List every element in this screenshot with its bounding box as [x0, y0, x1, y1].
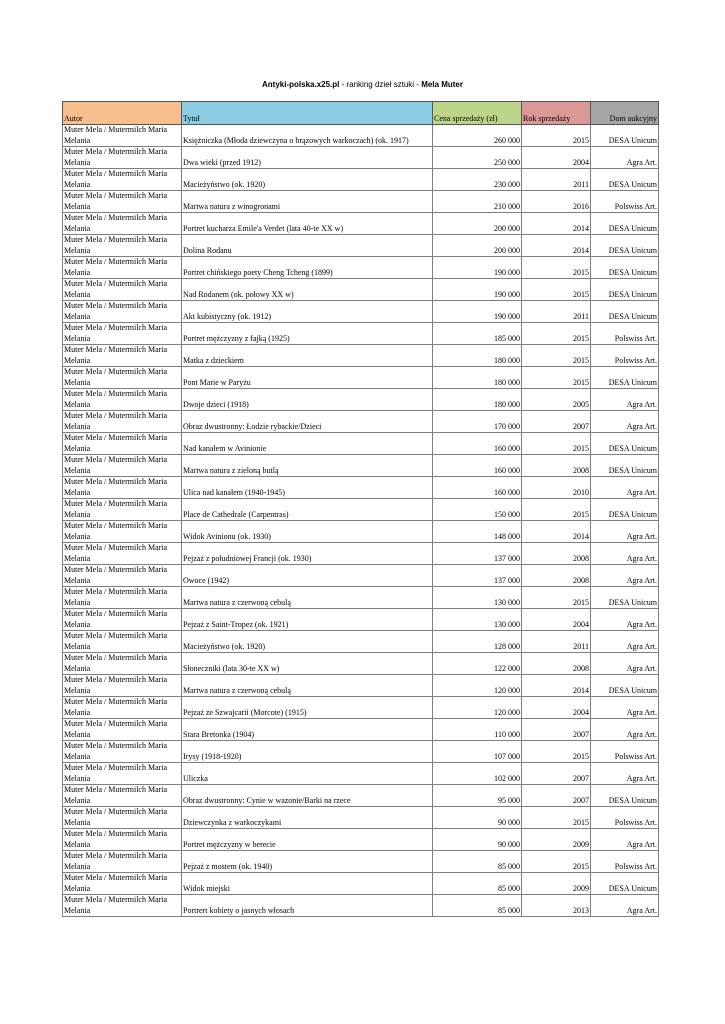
title-cell: Pejzaż z południowej Francji (ok. 1930): [182, 543, 433, 565]
table-row: [63, 851, 659, 873]
auction-house-cell: DESA Unicum: [591, 213, 659, 235]
author-cell: Muter Mela / Mutermilch Maria Melania: [63, 169, 182, 191]
author-cell: Muter Mela / Mutermilch Maria Melania: [63, 257, 182, 279]
header-year: Rok sprzedaży: [522, 102, 591, 125]
author-cell: Muter Mela / Mutermilch Maria Melania: [63, 477, 182, 499]
year-cell: 2014: [522, 235, 591, 257]
title-cell: Portrert kobiety o jasnych włosach: [182, 895, 433, 917]
price-cell: 95 000: [433, 785, 522, 807]
year-cell: 2014: [522, 213, 591, 235]
title-cell: Portret mężczyzny w berecie: [182, 829, 433, 851]
page-title: [0, 80, 725, 89]
year-cell: 2015: [522, 345, 591, 367]
year-cell: 2004: [522, 609, 591, 631]
author-cell: Muter Mela / Mutermilch Maria Melania: [63, 191, 182, 213]
auction-house-cell: Agra Art.: [591, 389, 659, 411]
author-cell: Muter Mela / Mutermilch Maria Melania: [63, 785, 182, 807]
year-cell: 2011: [522, 169, 591, 191]
author-cell: Muter Mela / Mutermilch Maria Melania: [63, 301, 182, 323]
price-cell: 137 000: [433, 565, 522, 587]
table-row: [63, 411, 659, 433]
author-cell: Muter Mela / Mutermilch Maria Melania: [63, 741, 182, 763]
title-cell: Portret mężczyzny z fajką (1925): [182, 323, 433, 345]
author-cell: Muter Mela / Mutermilch Maria Melania: [63, 455, 182, 477]
table-row: [63, 565, 659, 587]
author-cell: Muter Mela / Mutermilch Maria Melania: [63, 895, 182, 917]
price-cell: 200 000: [433, 235, 522, 257]
title-cell: Matka z dzieckiem: [182, 345, 433, 367]
table-row: [63, 675, 659, 697]
auction-house-cell: DESA Unicum: [591, 367, 659, 389]
title-cell: Pejzaż z mostem (ok. 1940): [182, 851, 433, 873]
auction-house-cell: Agra Art.: [591, 147, 659, 169]
year-cell: 2010: [522, 477, 591, 499]
author-cell: Muter Mela / Mutermilch Maria Melania: [63, 675, 182, 697]
table-row: [63, 543, 659, 565]
auction-house-cell: Agra Art.: [591, 543, 659, 565]
year-cell: 2008: [522, 543, 591, 565]
table-row: [63, 609, 659, 631]
table-row: [63, 719, 659, 741]
title-cell: Obraz dwustronny: Łodzie rybackie/Dzieci: [182, 411, 433, 433]
table-row: [63, 587, 659, 609]
price-cell: 230 000: [433, 169, 522, 191]
author-cell: Muter Mela / Mutermilch Maria Melania: [63, 631, 182, 653]
year-cell: 2007: [522, 763, 591, 785]
title-cell: Irysy (1918-1920): [182, 741, 433, 763]
auction-house-cell: DESA Unicum: [591, 235, 659, 257]
table-row: [63, 653, 659, 675]
auction-house-cell: Agra Art.: [591, 411, 659, 433]
title-cell: Obraz dwustronny: Cynie w wazonie/Barki na rzece: [182, 785, 433, 807]
table-row: [63, 345, 659, 367]
table-row: [63, 147, 659, 169]
title-cell: Martwa natura z winogronami: [182, 191, 433, 213]
author-cell: Muter Mela / Mutermilch Maria Melania: [63, 763, 182, 785]
price-cell: 102 000: [433, 763, 522, 785]
title-artist: Mela Muter: [421, 80, 463, 89]
table-row: [63, 367, 659, 389]
title-cell: Ulica nad kanałem (1940-1945): [182, 477, 433, 499]
title-cell: Dwoje dzieci (1918): [182, 389, 433, 411]
table-row: [63, 125, 659, 147]
title-cell: Nad kanałem w Avinionie: [182, 433, 433, 455]
table-row: [63, 389, 659, 411]
price-cell: 200 000: [433, 213, 522, 235]
table-row: [63, 521, 659, 543]
author-cell: Muter Mela / Mutermilch Maria Melania: [63, 213, 182, 235]
price-cell: 180 000: [433, 389, 522, 411]
year-cell: 2015: [522, 279, 591, 301]
table-row: [63, 499, 659, 521]
price-cell: 148 000: [433, 521, 522, 543]
author-cell: Muter Mela / Mutermilch Maria Melania: [63, 411, 182, 433]
auction-house-cell: DESA Unicum: [591, 301, 659, 323]
title-cell: Martwa natura z czerwoną cebulą: [182, 587, 433, 609]
table-row: [63, 697, 659, 719]
title-cell: Pont Marie w Paryżu: [182, 367, 433, 389]
author-cell: Muter Mela / Mutermilch Maria Melania: [63, 521, 182, 543]
price-cell: 185 000: [433, 323, 522, 345]
author-cell: Muter Mela / Mutermilch Maria Melania: [63, 323, 182, 345]
year-cell: 2016: [522, 191, 591, 213]
header-price: Cena sprzedaży (zł): [433, 102, 522, 125]
title-cell: Portret chińskiego poety Cheng Tcheng (1899): [182, 257, 433, 279]
auction-house-cell: DESA Unicum: [591, 873, 659, 895]
auction-house-cell: DESA Unicum: [591, 587, 659, 609]
price-cell: 130 000: [433, 587, 522, 609]
author-cell: Muter Mela / Mutermilch Maria Melania: [63, 807, 182, 829]
auction-house-cell: Polswiss Art.: [591, 851, 659, 873]
title-cell: Portret kucharza Emile'a Verdet (lata 40-te XX w): [182, 213, 433, 235]
title-cell: Księżniczka (Młoda dziewczyna o brązowych warkoczach) (ok. 1917): [182, 125, 433, 147]
price-cell: 190 000: [433, 301, 522, 323]
year-cell: 2015: [522, 587, 591, 609]
price-cell: 190 000: [433, 279, 522, 301]
price-cell: 160 000: [433, 433, 522, 455]
auction-house-cell: DESA Unicum: [591, 279, 659, 301]
table-row: [63, 477, 659, 499]
auction-house-cell: Polswiss Art.: [591, 323, 659, 345]
year-cell: 2014: [522, 675, 591, 697]
year-cell: 2007: [522, 719, 591, 741]
title-cell: Dziewczynka z warkoczykami: [182, 807, 433, 829]
price-cell: 130 000: [433, 609, 522, 631]
title-cell: Nad Rodanem (ok. połowy XX w): [182, 279, 433, 301]
auction-house-cell: Polswiss Art.: [591, 807, 659, 829]
year-cell: 2015: [522, 741, 591, 763]
price-cell: 120 000: [433, 697, 522, 719]
price-cell: 85 000: [433, 895, 522, 917]
table-body: [63, 125, 659, 917]
author-cell: Muter Mela / Mutermilch Maria Melania: [63, 499, 182, 521]
price-cell: 90 000: [433, 807, 522, 829]
author-cell: Muter Mela / Mutermilch Maria Melania: [63, 279, 182, 301]
author-cell: Muter Mela / Mutermilch Maria Melania: [63, 345, 182, 367]
price-cell: 85 000: [433, 851, 522, 873]
title-cell: Dwa wieki (przed 1912): [182, 147, 433, 169]
author-cell: Muter Mela / Mutermilch Maria Melania: [63, 719, 182, 741]
author-cell: Muter Mela / Mutermilch Maria Melania: [63, 697, 182, 719]
price-cell: 250 000: [433, 147, 522, 169]
table-row: [63, 455, 659, 477]
author-cell: Muter Mela / Mutermilch Maria Melania: [63, 367, 182, 389]
author-cell: Muter Mela / Mutermilch Maria Melania: [63, 873, 182, 895]
title-cell: Pejzaż ze Szwajcarii (Morcote) (1915): [182, 697, 433, 719]
table-row: [63, 631, 659, 653]
title-cell: Macieżyństwo (ok. 1920): [182, 631, 433, 653]
table-row: [63, 257, 659, 279]
year-cell: 2008: [522, 455, 591, 477]
table-row: [63, 807, 659, 829]
year-cell: 2011: [522, 301, 591, 323]
auction-house-cell: DESA Unicum: [591, 455, 659, 477]
header-title: Tytuł: [182, 102, 433, 125]
auction-house-cell: Agra Art.: [591, 763, 659, 785]
year-cell: 2008: [522, 565, 591, 587]
auction-house-cell: DESA Unicum: [591, 675, 659, 697]
table-row: [63, 873, 659, 895]
author-cell: Muter Mela / Mutermilch Maria Melania: [63, 851, 182, 873]
auction-house-cell: Polswiss Art.: [591, 741, 659, 763]
year-cell: 2015: [522, 323, 591, 345]
title-cell: Macieżyństwo (ok. 1920): [182, 169, 433, 191]
table-row: [63, 785, 659, 807]
auction-house-cell: Agra Art.: [591, 895, 659, 917]
author-cell: Muter Mela / Mutermilch Maria Melania: [63, 433, 182, 455]
auction-house-cell: Agra Art.: [591, 653, 659, 675]
auction-house-cell: DESA Unicum: [591, 499, 659, 521]
table-row: [63, 763, 659, 785]
price-cell: 170 000: [433, 411, 522, 433]
author-cell: Muter Mela / Mutermilch Maria Melania: [63, 829, 182, 851]
price-cell: 120 000: [433, 675, 522, 697]
title-cell: Place de Cathedrale (Carpentras): [182, 499, 433, 521]
author-cell: Muter Mela / Mutermilch Maria Melania: [63, 147, 182, 169]
header-auction-house: Dom aukcyjny: [591, 102, 659, 125]
title-cell: Widok miejski: [182, 873, 433, 895]
table-row: [63, 895, 659, 917]
price-cell: 160 000: [433, 455, 522, 477]
auction-house-cell: DESA Unicum: [591, 169, 659, 191]
title-cell: Martwa natura z czerwoną cebulą: [182, 675, 433, 697]
table-row: [63, 279, 659, 301]
year-cell: 2015: [522, 257, 591, 279]
year-cell: 2015: [522, 125, 591, 147]
auction-house-cell: Agra Art.: [591, 631, 659, 653]
auction-house-cell: DESA Unicum: [591, 125, 659, 147]
price-cell: 210 000: [433, 191, 522, 213]
table-row: [63, 213, 659, 235]
price-cell: 122 000: [433, 653, 522, 675]
table-row: [63, 433, 659, 455]
price-cell: 180 000: [433, 345, 522, 367]
auction-house-cell: Agra Art.: [591, 829, 659, 851]
price-cell: 107 000: [433, 741, 522, 763]
year-cell: 2015: [522, 807, 591, 829]
table-row: [63, 301, 659, 323]
ranking-table: [62, 101, 659, 917]
table-row: [63, 169, 659, 191]
auction-house-cell: DESA Unicum: [591, 785, 659, 807]
year-cell: 2007: [522, 411, 591, 433]
author-cell: Muter Mela / Mutermilch Maria Melania: [63, 389, 182, 411]
year-cell: 2015: [522, 499, 591, 521]
title-cell: Owoce (1942): [182, 565, 433, 587]
year-cell: 2009: [522, 873, 591, 895]
auction-house-cell: Agra Art.: [591, 697, 659, 719]
price-cell: 180 000: [433, 367, 522, 389]
year-cell: 2015: [522, 367, 591, 389]
year-cell: 2004: [522, 697, 591, 719]
author-cell: Muter Mela / Mutermilch Maria Melania: [63, 125, 182, 147]
year-cell: 2015: [522, 433, 591, 455]
price-cell: 128 000: [433, 631, 522, 653]
price-cell: 260 000: [433, 125, 522, 147]
author-cell: Muter Mela / Mutermilch Maria Melania: [63, 587, 182, 609]
table-row: [63, 235, 659, 257]
title-cell: Martwa natura z zieloną butlą: [182, 455, 433, 477]
author-cell: Muter Mela / Mutermilch Maria Melania: [63, 609, 182, 631]
price-cell: 190 000: [433, 257, 522, 279]
price-cell: 85 000: [433, 873, 522, 895]
auction-house-cell: Agra Art.: [591, 521, 659, 543]
auction-house-cell: Agra Art.: [591, 609, 659, 631]
year-cell: 2015: [522, 851, 591, 873]
auction-house-cell: DESA Unicum: [591, 257, 659, 279]
auction-house-cell: Agra Art.: [591, 565, 659, 587]
title-cell: Uliczka: [182, 763, 433, 785]
year-cell: 2005: [522, 389, 591, 411]
price-cell: 137 000: [433, 543, 522, 565]
auction-house-cell: DESA Unicum: [591, 433, 659, 455]
title-subtitle: - ranking dzieł sztuki -: [339, 80, 422, 89]
title-cell: Stara Bretonka (1904): [182, 719, 433, 741]
auction-house-cell: Agra Art.: [591, 477, 659, 499]
price-cell: 160 000: [433, 477, 522, 499]
title-site: Antyki-polska.x25.pl: [262, 80, 340, 89]
table-row: [63, 323, 659, 345]
author-cell: Muter Mela / Mutermilch Maria Melania: [63, 565, 182, 587]
year-cell: 2009: [522, 829, 591, 851]
table-row: [63, 829, 659, 851]
title-cell: Pejzaż z Saint-Tropez (ok. 1921): [182, 609, 433, 631]
title-cell: Akt kubistyczny (ok. 1912): [182, 301, 433, 323]
author-cell: Muter Mela / Mutermilch Maria Melania: [63, 235, 182, 257]
year-cell: 2011: [522, 631, 591, 653]
table-row: [63, 741, 659, 763]
table-row: [63, 191, 659, 213]
year-cell: 2008: [522, 653, 591, 675]
price-cell: 90 000: [433, 829, 522, 851]
year-cell: 2013: [522, 895, 591, 917]
title-cell: Dolina Rodanu: [182, 235, 433, 257]
author-cell: Muter Mela / Mutermilch Maria Melania: [63, 653, 182, 675]
auction-house-cell: Polswiss Art.: [591, 345, 659, 367]
author-cell: Muter Mela / Mutermilch Maria Melania: [63, 543, 182, 565]
auction-house-cell: Polswiss Art.: [591, 191, 659, 213]
header-author: Autor: [63, 102, 182, 125]
title-cell: Widok Avinionu (ok. 1930): [182, 521, 433, 543]
year-cell: 2014: [522, 521, 591, 543]
year-cell: 2004: [522, 147, 591, 169]
header-row: [63, 102, 659, 125]
price-cell: 110 000: [433, 719, 522, 741]
auction-house-cell: Agra Art.: [591, 719, 659, 741]
price-cell: 150 000: [433, 499, 522, 521]
year-cell: 2007: [522, 785, 591, 807]
title-cell: Słoneczniki (lata 30-te XX w): [182, 653, 433, 675]
